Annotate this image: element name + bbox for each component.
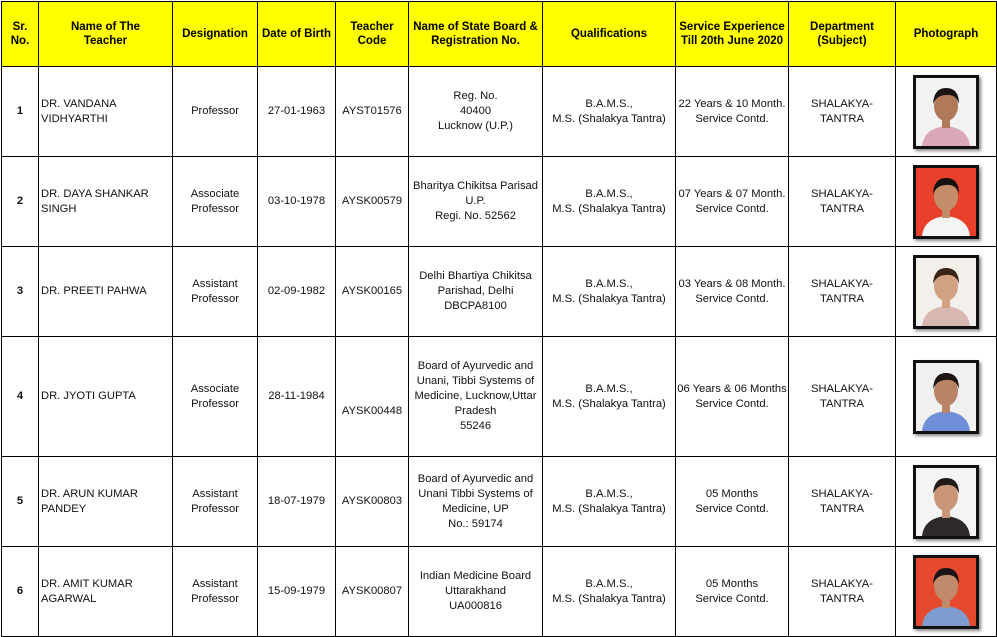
header-photograph: Photograph (896, 2, 997, 67)
cell-department: SHALAKYA- TANTRA (789, 337, 896, 457)
portrait-icon (916, 468, 976, 536)
cell-department: SHALAKYA- TANTRA (789, 547, 896, 637)
cell-teacher-name: DR. PREETI PAHWA (39, 247, 173, 337)
cell-teacher-code: AYSK00807 (336, 547, 409, 637)
table-row (2, 247, 997, 337)
cell-teacher-code: AYSK00165 (336, 247, 409, 337)
cell-sr-no: 3 (2, 247, 39, 337)
cell-teacher-name: DR. VANDANA VIDHYARTHI (39, 67, 173, 157)
cell-department: SHALAKYA- TANTRA (789, 157, 896, 247)
table-row (2, 457, 997, 547)
cell-service-experience: 07 Years & 07 Month. Service Contd. (676, 157, 789, 247)
cell-sr-no: 1 (2, 67, 39, 157)
portrait-icon (916, 258, 976, 326)
cell-designation: Assistant Professor (173, 247, 258, 337)
teacher-photo (913, 75, 979, 149)
cell-department: SHALAKYA- TANTRA (789, 247, 896, 337)
portrait-icon (916, 78, 976, 146)
cell-qualifications: B.A.M.S., M.S. (Shalakya Tantra) (543, 337, 676, 457)
cell-state-board: Indian Medicine Board Uttarakhand UA000816 (409, 547, 543, 637)
cell-service-experience: 03 Years & 08 Month. Service Contd. (676, 247, 789, 337)
teacher-photo (913, 360, 979, 434)
cell-designation: Associate Professor (173, 157, 258, 247)
cell-service-experience: 06 Years & 06 Months Service Contd. (676, 337, 789, 457)
cell-state-board: Board of Ayurvedic and Unani, Tibbi Systems of Medicine, Lucknow,Uttar Pradesh 55246 (409, 337, 543, 457)
cell-state-board: Bharitya Chikitsa Parisad U.P. Regi. No. 52562 (409, 157, 543, 247)
header-teacher-code: Teacher Code (336, 2, 409, 67)
cell-photograph (896, 247, 997, 337)
header-qualifications: Qualifications (543, 2, 676, 67)
cell-photograph (896, 337, 997, 457)
portrait-icon (916, 363, 976, 431)
cell-state-board: Delhi Bhartiya Chikitsa Parishad, Delhi DBCPA8100 (409, 247, 543, 337)
cell-designation: Associate Professor (173, 337, 258, 457)
cell-teacher-name: DR. JYOTI GUPTA (39, 337, 173, 457)
header-sr-no: Sr. No. (2, 2, 39, 67)
cell-date-of-birth: 03-10-1978 (258, 157, 336, 247)
cell-date-of-birth: 15-09-1979 (258, 547, 336, 637)
cell-qualifications: B.A.M.S., M.S. (Shalakya Tantra) (543, 457, 676, 547)
cell-teacher-code: AYSK00803 (336, 457, 409, 547)
cell-designation: Assistant Professor (173, 547, 258, 637)
cell-state-board: Reg. No. 40400 Lucknow (U.P.) (409, 67, 543, 157)
teacher-photo (913, 555, 979, 629)
table-row (2, 157, 997, 247)
cell-teacher-name: DR. ARUN KUMAR PANDEY (39, 457, 173, 547)
cell-qualifications: B.A.M.S., M.S. (Shalakya Tantra) (543, 157, 676, 247)
table-row (2, 337, 997, 457)
cell-teacher-name: DR. DAYA SHANKAR SINGH (39, 157, 173, 247)
portrait-icon (916, 168, 976, 236)
cell-sr-no: 5 (2, 457, 39, 547)
table-row (2, 67, 997, 157)
cell-date-of-birth: 02-09-1982 (258, 247, 336, 337)
teachers-table (1, 1, 997, 637)
cell-sr-no: 4 (2, 337, 39, 457)
header-teacher-name: Name of The Teacher (39, 2, 173, 67)
cell-department: SHALAKYA- TANTRA (789, 457, 896, 547)
header-department: Department (Subject) (789, 2, 896, 67)
cell-qualifications: B.A.M.S., M.S. (Shalakya Tantra) (543, 547, 676, 637)
cell-teacher-code: AYSK00579 (336, 157, 409, 247)
header-date-of-birth: Date of Birth (258, 2, 336, 67)
cell-designation: Assistant Professor (173, 457, 258, 547)
cell-service-experience: 22 Years & 10 Month. Service Contd. (676, 67, 789, 157)
cell-qualifications: B.A.M.S., M.S. (Shalakya Tantra) (543, 67, 676, 157)
header-state-board: Name of State Board & Registration No. (409, 2, 543, 67)
table-row (2, 547, 997, 637)
cell-photograph (896, 67, 997, 157)
cell-service-experience: 05 Months Service Contd. (676, 547, 789, 637)
teacher-photo (913, 165, 979, 239)
cell-date-of-birth: 18-07-1979 (258, 457, 336, 547)
header-service-experience: Service Experience Till 20th June 2020 (676, 2, 789, 67)
cell-designation: Professor (173, 67, 258, 157)
portrait-icon (916, 558, 976, 626)
cell-photograph (896, 457, 997, 547)
cell-sr-no: 2 (2, 157, 39, 247)
cell-teacher-code: AYSK00448 (336, 337, 409, 457)
header-row (2, 2, 997, 67)
cell-department: SHALAKYA- TANTRA (789, 67, 896, 157)
cell-teacher-code: AYST01576 (336, 67, 409, 157)
teacher-photo (913, 255, 979, 329)
cell-service-experience: 05 Months Service Contd. (676, 457, 789, 547)
teacher-photo (913, 465, 979, 539)
cell-date-of-birth: 28-11-1984 (258, 337, 336, 457)
cell-qualifications: B.A.M.S., M.S. (Shalakya Tantra) (543, 247, 676, 337)
cell-photograph (896, 157, 997, 247)
cell-date-of-birth: 27-01-1963 (258, 67, 336, 157)
cell-photograph (896, 547, 997, 637)
cell-state-board: Board of Ayurvedic and Unani Tibbi Systems of Medicine, UP No.: 59174 (409, 457, 543, 547)
cell-teacher-name: DR. AMIT KUMAR AGARWAL (39, 547, 173, 637)
header-designation: Designation (173, 2, 258, 67)
cell-sr-no: 6 (2, 547, 39, 637)
